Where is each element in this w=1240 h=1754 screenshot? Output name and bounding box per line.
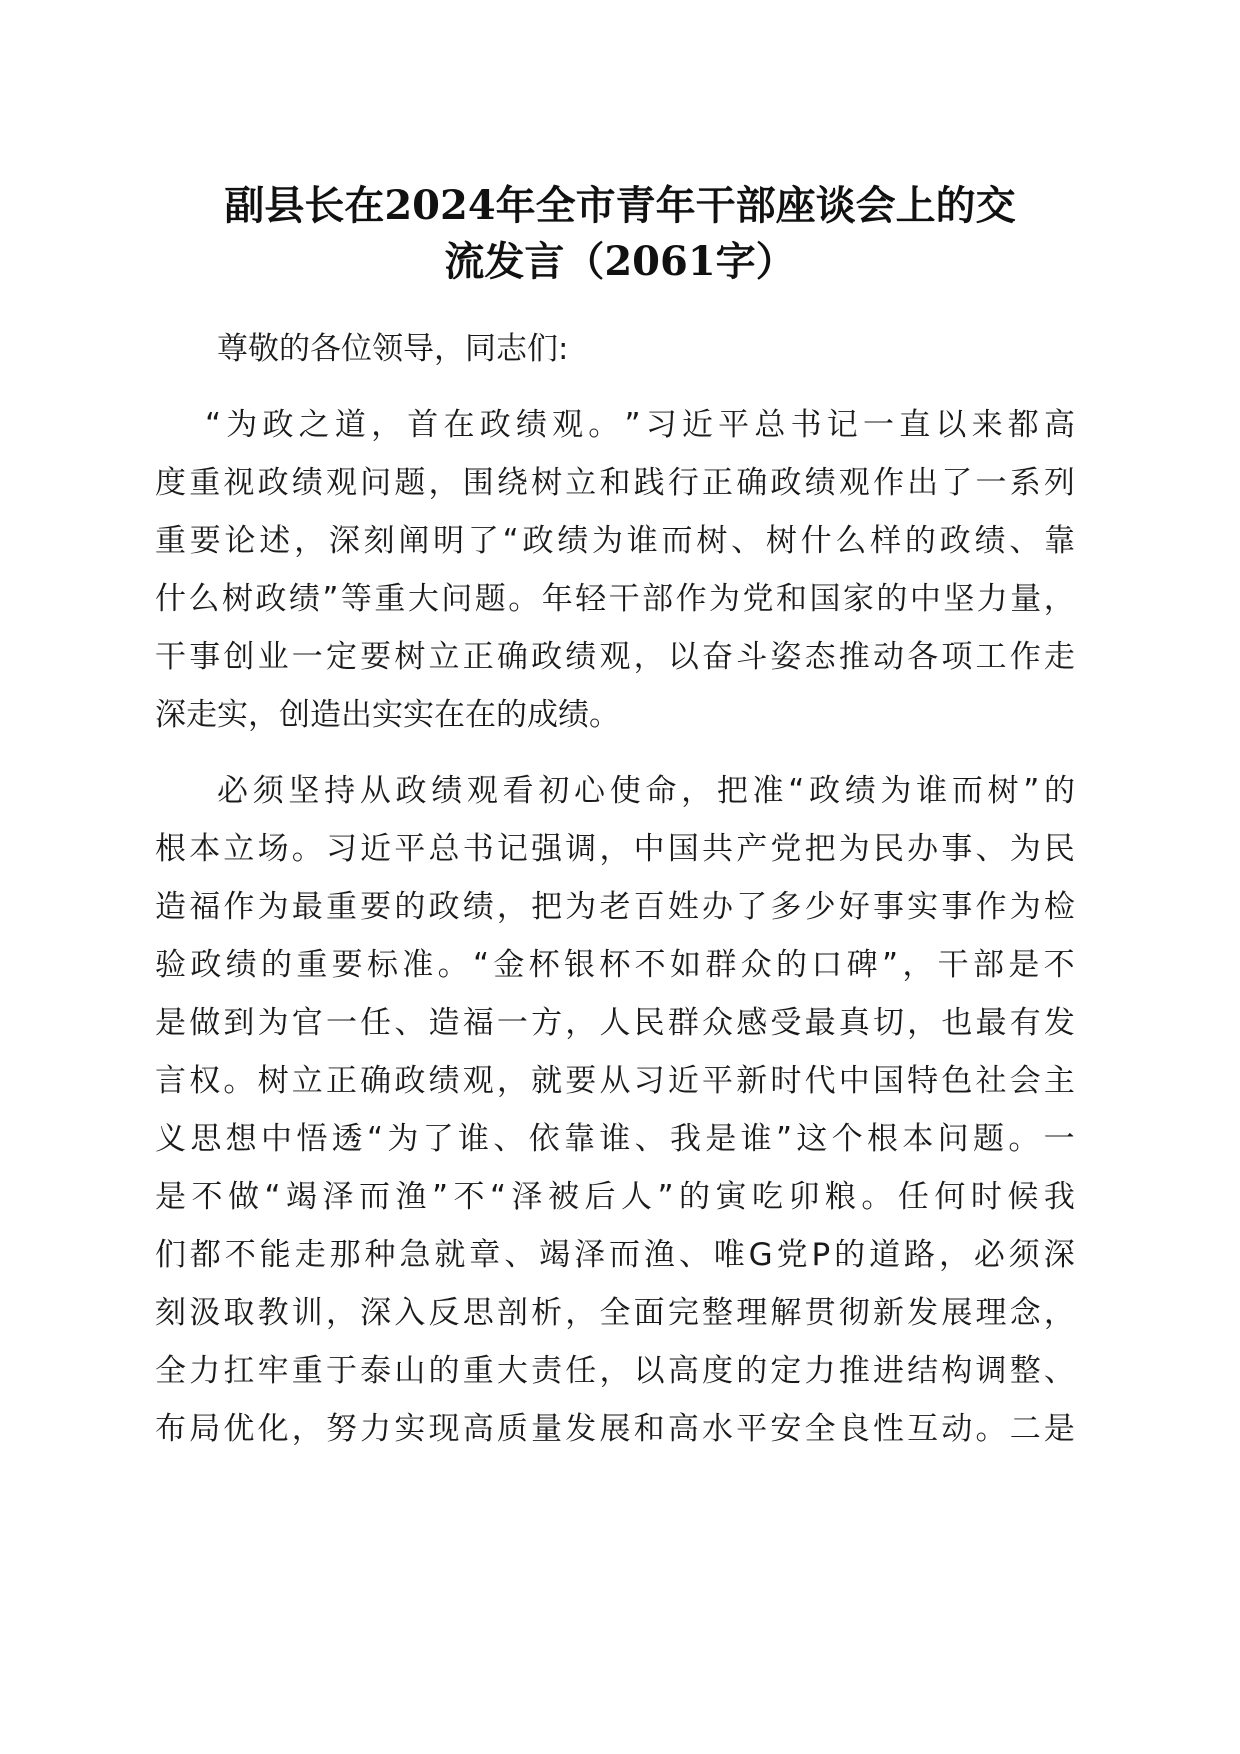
paragraph-line: 什 么 树 政 绩 ” 等 重 大 问 题 。 年 轻 干 部 作 为 党 和 国 家 的 中 坚 力 量 ， [155, 581, 1075, 617]
paragraph-line: 们 都 不 能 走 那 种 急 就 章 、 竭 泽 而 渔 、 唯 G 党 P 的 道 路 ， 必 须 深 [155, 1237, 1075, 1273]
title-line-2: 流发言（2061字） [444, 238, 796, 285]
paragraph-2 [155, 762, 1075, 1458]
paragraph-line: 干 事 创 业 一 定 要 树 立 正 确 政 绩 观 ， 以 奋 斗 姿 态 推 动 各 项 工 作 走 [155, 639, 1075, 675]
paragraph-line: 是 做 到 为 官 一 任 、 造 福 一 方 ， 人 民 群 众 感 受 最 真 切 ， 也 最 有 发 [155, 1005, 1075, 1041]
paragraph-line: 根 本 立 场 。 习 近 平 总 书 记 强 调 ， 中 国 共 产 党 把 为 民 办 事 、 为 民 [155, 831, 1075, 867]
paragraph-line: 验 政 绩 的 重 要 标 准 。 “ 金 杯 银 杯 不 如 群 众 的 口 碑 ” ， 干 部 是 不 [155, 947, 1075, 983]
document-title [150, 178, 1090, 290]
paragraph-line: 度 重 视 政 绩 观 问 题 ， 围 绕 树 立 和 践 行 正 确 政 绩 观 作 出 了 一 系 列 [155, 465, 1075, 501]
paragraph-line: 造 福 作 为 最 重 要 的 政 绩 ， 把 为 老 百 姓 办 了 多 少 好 事 实 事 作 为 检 [155, 889, 1075, 925]
title-line-1: 副县长在2024年全市青年干部座谈会上的交 [224, 182, 1016, 229]
paragraph-line: 言 权 。 树 立 正 确 政 绩 观 ， 就 要 从 习 近 平 新 时 代 中 国 特 色 社 会 主 [155, 1063, 1075, 1099]
paragraph-line: “ 为 政 之 道 ， 首 在 政 绩 观 。 ” 习 近 平 总 书 记 一 直 以 来 都 高 [205, 407, 1075, 443]
paragraph-line: 义 思 想 中 悟 透 “ 为 了 谁 、 依 靠 谁 、 我 是 谁 ” 这 个 根 本 问 题 。 一 [155, 1121, 1075, 1157]
paragraph-line: 重 要 论 述 ， 深 刻 阐 明 了 “ 政 绩 为 谁 而 树 、 树 什 么 样 的 政 绩 、 靠 [155, 523, 1075, 559]
salutation [155, 320, 1075, 378]
paragraph-line: 是 不 做 “ 竭 泽 而 渔 ” 不 “ 泽 被 后 人 ” 的 寅 吃 卯 粮 。 任 何 时 候 我 [155, 1179, 1075, 1215]
salutation-text: 尊敬的各位领导，同志们: [217, 331, 569, 367]
paragraph-line: 布 局 优 化 ， 努 力 实 现 高 质 量 发 展 和 高 水 平 安 全 良 性 互 动 。 二 是 [155, 1411, 1075, 1447]
paragraph-line: 刻 汲 取 教 训 ， 深 入 反 思 剖 析 ， 全 面 完 整 理 解 贯 彻 新 发 展 理 念 ， [155, 1295, 1075, 1331]
paragraph-line: 深走实，创造出实实在在的成绩。 [155, 697, 620, 733]
paragraph-line: 必 须 坚 持 从 政 绩 观 看 初 心 使 命 ， 把 准 “ 政 绩 为 谁 而 树 ” 的 [217, 773, 1075, 809]
document-body [155, 320, 1075, 1458]
paragraph-line: 全 力 扛 牢 重 于 泰 山 的 重 大 责 任 ， 以 高 度 的 定 力 推 进 结 构 调 整 、 [155, 1353, 1075, 1389]
paragraph-1 [155, 396, 1075, 744]
